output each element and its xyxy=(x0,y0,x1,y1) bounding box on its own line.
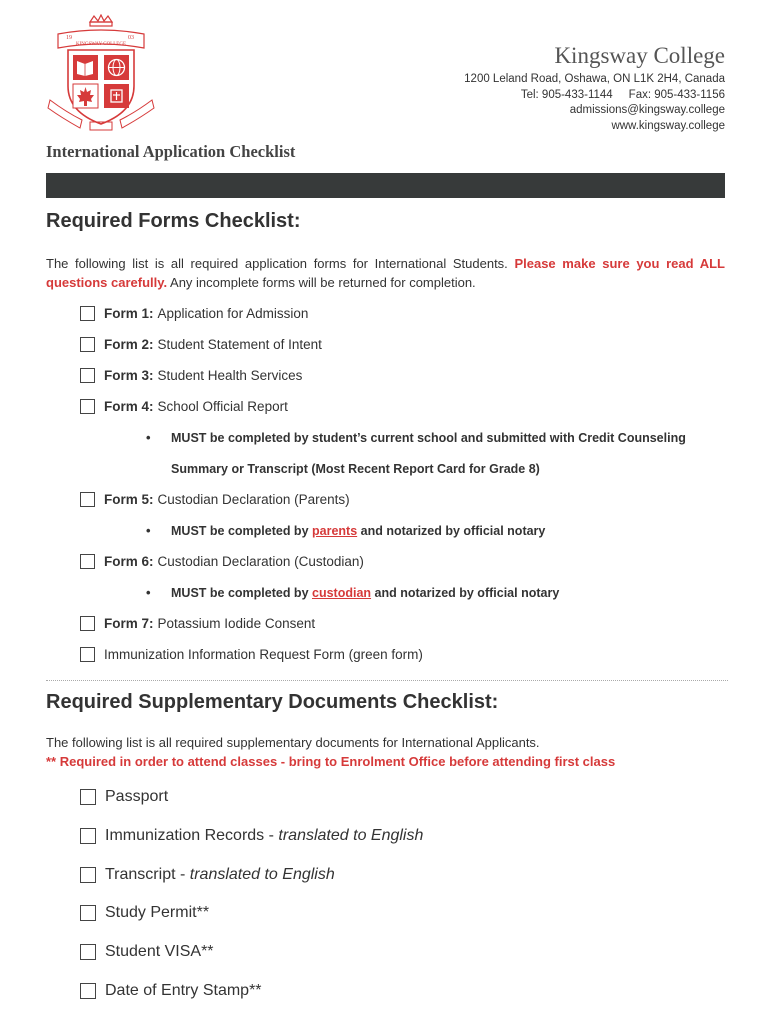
form-5-checkbox[interactable] xyxy=(80,492,95,507)
form-1-item xyxy=(80,303,308,323)
forms-intro-warning: Please make sure you read ALL questions carefully. xyxy=(46,256,725,290)
form-1-checkbox[interactable] xyxy=(80,306,95,321)
form-3-checkbox[interactable] xyxy=(80,368,95,383)
student-visa-checkbox[interactable] xyxy=(80,944,96,960)
form-3-item xyxy=(80,365,302,385)
form-4-item xyxy=(80,396,288,416)
passport-item xyxy=(80,785,168,809)
form-2-checkbox[interactable] xyxy=(80,337,95,352)
form-5-note-parents: parents xyxy=(312,524,358,538)
form-4-note-text1: MUST be completed by student’s current school and submitted with Credit Counseling xyxy=(171,431,686,445)
form-5-note xyxy=(146,521,726,541)
student-visa-text: Student VISA** xyxy=(105,943,214,960)
immunization-records-note: translated to English xyxy=(278,827,424,844)
bullet-icon: • xyxy=(146,430,151,445)
form-2-label: Form 2: xyxy=(104,336,154,352)
form-6-note xyxy=(146,583,726,603)
form-5-label: Form 5: xyxy=(104,491,154,507)
immunization-records-checkbox[interactable] xyxy=(80,828,96,844)
entry-stamp-item xyxy=(80,979,262,1003)
college-website[interactable]: www.kingsway.college xyxy=(611,119,725,132)
study-permit-item xyxy=(80,901,209,925)
crest-year-right: 03 xyxy=(128,35,134,41)
form-7-text: Potassium Iodide Consent xyxy=(157,615,316,631)
form-7-item xyxy=(80,613,315,633)
transcript-note: translated to English xyxy=(189,866,335,883)
section-divider xyxy=(46,680,728,681)
transcript-item xyxy=(80,863,335,887)
form-4-checkbox[interactable] xyxy=(80,399,95,414)
college-contact-block xyxy=(464,42,725,134)
form-4-text: School Official Report xyxy=(157,398,288,414)
form-1-label: Form 1: xyxy=(104,305,154,321)
form-5-item xyxy=(80,489,350,509)
form-2-item xyxy=(80,334,322,354)
crest-year-left: 19 xyxy=(66,35,72,41)
study-permit-text: Study Permit** xyxy=(105,904,210,921)
document-title: International Application Checklist xyxy=(46,142,296,161)
transcript-text: Transcript - xyxy=(105,866,186,883)
form-6-label: Form 6: xyxy=(104,553,154,569)
title-divider-bar xyxy=(46,173,725,198)
immunization-records-text: Immunization Records - xyxy=(105,827,274,844)
form-6-note-post: and notarized by official notary xyxy=(371,586,560,600)
form-2-text: Student Statement of Intent xyxy=(157,336,322,352)
college-address: 1200 Leland Road, Oshawa, ON L1K 2H4, Canada xyxy=(464,73,725,85)
form-6-note-custodian: custodian xyxy=(312,586,372,600)
form-7-checkbox[interactable] xyxy=(80,616,95,631)
form-4-label: Form 4: xyxy=(104,398,154,414)
required-forms-intro xyxy=(46,254,725,292)
study-permit-checkbox[interactable] xyxy=(80,905,96,921)
bullet-icon: • xyxy=(146,585,151,600)
supp-intro-warning: ** Required in order to attend classes - bring to Enrolment Office before attending first class xyxy=(46,754,616,769)
entry-stamp-text: Date of Entry Stamp** xyxy=(105,982,262,999)
form-3-text: Student Health Services xyxy=(157,367,303,383)
college-name: Kingsway College xyxy=(554,43,725,68)
form-5-note-pre: MUST be completed by xyxy=(171,524,312,538)
form-6-note-pre: MUST be completed by xyxy=(171,586,312,600)
immunization-records-item xyxy=(80,824,423,848)
passport-checkbox[interactable] xyxy=(80,789,96,805)
college-email[interactable]: admissions@kingsway.college xyxy=(569,104,725,116)
immunization-form-item xyxy=(80,644,423,664)
college-crest-logo xyxy=(46,14,156,134)
college-tel: Tel: 905-433-1144 xyxy=(520,88,613,101)
required-forms-heading: Required Forms Checklist: xyxy=(46,210,301,232)
entry-stamp-checkbox[interactable] xyxy=(80,983,96,999)
student-visa-item xyxy=(80,940,214,964)
college-fax: Fax: 905-433-1156 xyxy=(628,88,725,101)
supp-intro-text: The following list is all required supplementary documents for International Applicants. xyxy=(46,735,540,750)
bullet-icon: • xyxy=(146,523,151,538)
form-7-label: Form 7: xyxy=(104,615,154,631)
crest-banner-text: KINGSWAY COLLEGE xyxy=(75,42,127,47)
immunization-form-checkbox[interactable] xyxy=(80,647,95,662)
forms-intro-tail: Any incomplete forms will be returned for completion. xyxy=(167,275,476,290)
transcript-checkbox[interactable] xyxy=(80,867,96,883)
form-3-label: Form 3: xyxy=(104,367,154,383)
supplementary-docs-heading: Required Supplementary Documents Checklist: xyxy=(46,691,499,713)
supplementary-docs-intro xyxy=(46,733,725,771)
form-1-text: Application for Admission xyxy=(157,305,309,321)
form-6-text: Custodian Declaration (Custodian) xyxy=(157,553,364,569)
form-4-note-line2: Summary or Transcript (Most Recent Report Card for Grade 8) xyxy=(171,462,540,476)
forms-intro-text: The following list is all required application forms for International Students. xyxy=(46,256,515,271)
form-5-text: Custodian Declaration (Parents) xyxy=(157,491,350,507)
form-4-note-line1 xyxy=(146,428,726,448)
form-5-note-post: and notarized by official notary xyxy=(357,524,546,538)
immunization-form-text: Immunization Information Request Form (green form) xyxy=(104,646,423,662)
passport-text: Passport xyxy=(105,788,169,805)
form-6-item xyxy=(80,551,364,571)
college-phone-fax xyxy=(464,88,725,104)
form-6-checkbox[interactable] xyxy=(80,554,95,569)
